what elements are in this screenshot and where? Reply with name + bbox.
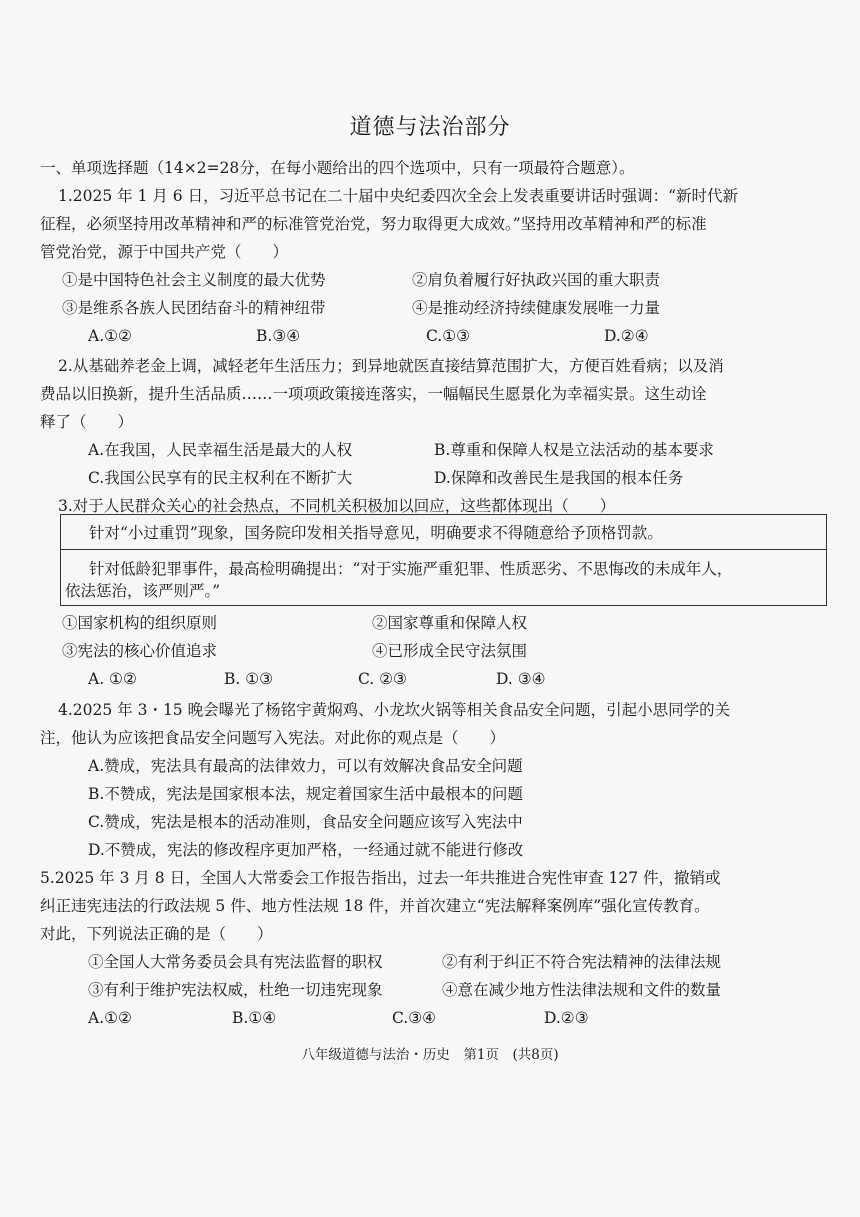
answer-option: C. ②③ <box>358 670 407 688</box>
question-stem: 纠正违宪违法的行政法规 5 件、地方性法规 18 件，并首次建立“宪法解释案例库”强化宣传教育。 <box>40 897 710 915</box>
statement-item: ③是维系各族人民团结奋斗的精神纽带 <box>62 299 326 317</box>
question-stem: 3.对于人民群众关心的社会热点，不同机关积极加以回应，这些都体现出（ ） <box>58 497 616 515</box>
page-title: 道德与法治部分 <box>349 115 511 140</box>
question-stem: 征程，必须坚持用改革精神和严的标准管党治党，努力取得更大成效。”坚持用改革精神和严的标准 <box>40 215 707 233</box>
question-stem: 对此，下列说法正确的是（ ） <box>40 925 273 943</box>
question-stem: 费品以旧换新，提升生活品质……一项项政策接连落实，一幅幅民生愿景化为幸福实景。这生动诠 <box>40 385 707 403</box>
answer-option: C.③④ <box>392 1009 437 1027</box>
statement-item: ②有利于纠正不符合宪法精神的法律法规 <box>442 953 722 971</box>
answer-option: A.①② <box>88 327 132 345</box>
answer-option: D.②④ <box>604 327 649 345</box>
answer-option: B.①④ <box>232 1009 277 1027</box>
answer-option: B.尊重和保障人权是立法活动的基本要求 <box>434 441 714 459</box>
statement-item: ①全国人大常务委员会具有宪法监督的职权 <box>88 953 383 971</box>
statement-item: ④意在减少地方性法律法规和文件的数量 <box>442 981 722 999</box>
answer-option: B.③④ <box>256 327 301 345</box>
answer-option: D.保障和改善民生是我国的根本任务 <box>434 469 684 487</box>
answer-option: C.①③ <box>426 327 471 345</box>
section-heading: 一、单项选择题（14×2=28分，在每小题给出的四个选项中，只有一项最符合题意）。 <box>40 159 635 177</box>
statement-item: ④已形成全民守法氛围 <box>372 642 528 660</box>
answer-option: D. ③④ <box>496 670 546 688</box>
question-stem: 注，他认为应该把食品安全问题写入宪法。对此你的观点是（ ） <box>40 729 506 747</box>
material-text: 依法惩治，该严则严。” <box>65 582 221 600</box>
question-stem: 1.2025 年 1 月 6 日，习近平总书记在二十届中央纪委四次全会上发表重要讲话时强调：“新时代新 <box>58 187 739 205</box>
statement-item: ②国家尊重和保障人权 <box>372 614 528 632</box>
question-stem: 2.从基础养老金上调，减轻老年生活压力；到异地就医直接结算范围扩大，方便百姓看病；以及消 <box>58 357 724 375</box>
statement-item: ①是中国特色社会主义制度的最大优势 <box>62 271 326 289</box>
material-text: 针对“小过重罚”现象，国务院印发相关指导意见，明确要求不得随意给予顶格罚款。 <box>89 524 663 542</box>
material-box <box>60 514 827 606</box>
statement-item: ②肩负着履行好执政兴国的重大职责 <box>412 271 661 289</box>
statement-item: ①国家机构的组织原则 <box>62 614 218 632</box>
answer-option: A. ①② <box>88 670 137 688</box>
question-stem: 释了（ ） <box>40 413 134 431</box>
statement-item: ④是推动经济持续健康发展唯一力量 <box>412 299 661 317</box>
answer-option: C.我国公民享有的民主权利在不断扩大 <box>88 469 353 487</box>
question-stem: 管党治党，源于中国共产党（ ） <box>40 243 289 261</box>
question-stem: 4.2025 年 3・15 晚会曝光了杨铭宇黄焖鸡、小龙坎火锅等相关食品安全问题，引起小思同学的关 <box>58 701 731 719</box>
answer-option: A.在我国，人民幸福生活是最大的人权 <box>88 441 353 459</box>
statement-item: ③宪法的核心价值追求 <box>62 642 218 660</box>
page-footer: 八年级道德与法治・历史 第1页 (共8页) <box>301 1047 559 1063</box>
answer-option: B.不赞成，宪法是国家根本法，规定着国家生活中最根本的问题 <box>88 785 523 803</box>
question-stem: 5.2025 年 3 月 8 日，全国人大常委会工作报告指出，过去一年共推进合宪性审查 127 件，撤销或 <box>40 869 721 887</box>
answer-option: C.赞成，宪法是根本的活动准则，食品安全问题应该写入宪法中 <box>88 813 523 831</box>
material-text: 针对低龄犯罪事件，最高检明确提出：“对于实施严重犯罪、性质恶劣、不思悔改的未成年人， <box>89 560 733 578</box>
answer-option: D.②③ <box>544 1009 589 1027</box>
answer-option: A.赞成，宪法具有最高的法律效力，可以有效解决食品安全问题 <box>88 757 523 775</box>
answer-option: D.不赞成，宪法的修改程序更加严格，一经通过就不能进行修改 <box>88 841 524 859</box>
answer-option: A.①② <box>88 1009 132 1027</box>
answer-option: B. ①③ <box>224 670 274 688</box>
statement-item: ③有利于维护宪法权威，杜绝一切违宪现象 <box>88 981 383 999</box>
box-divider <box>61 549 826 550</box>
